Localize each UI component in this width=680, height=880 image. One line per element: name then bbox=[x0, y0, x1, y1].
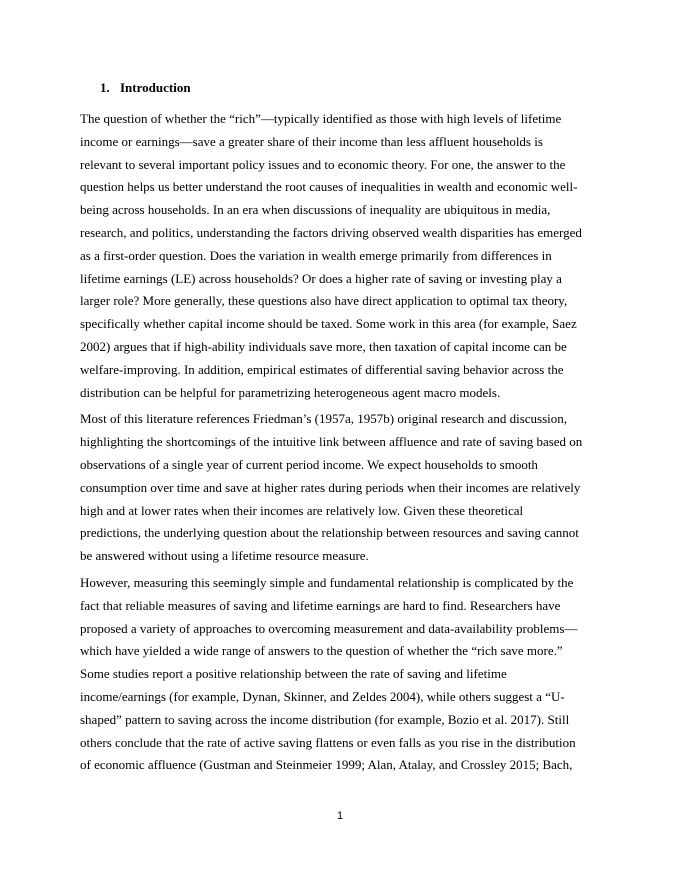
paragraph-1 bbox=[80, 108, 600, 404]
text-line: high and at lower rates when their incomes are relatively low. Given these theoretical bbox=[80, 502, 524, 518]
text-line: income or earnings—save a greater share of their income than less affluent households is bbox=[80, 133, 543, 149]
text-line: others conclude that the rate of active saving flattens or even falls as you rise in the distribution bbox=[80, 734, 576, 750]
text-line: question helps us better understand the root causes of inequalities in wealth and economic well- bbox=[80, 179, 578, 195]
page-number: 1 bbox=[336, 810, 344, 822]
text-line: distribution can be helpful for parametrizing heterogeneous agent macro models. bbox=[80, 384, 501, 400]
text-line: relevant to several important policy issues and to economic theory. For one, the answer to the bbox=[80, 156, 566, 172]
text-line: proposed a variety of approaches to overcoming measurement and data-availability problems— bbox=[80, 620, 578, 636]
text-line: be answered without using a lifetime resource measure. bbox=[80, 548, 369, 564]
text-line: research, and politics, understanding the factors driving observed wealth disparities has emerged bbox=[80, 224, 582, 240]
text-line: of economic affluence (Gustman and Steinmeier 1999; Alan, Atalay, and Crossley 2015; Bach, bbox=[80, 757, 573, 773]
text-line: Most of this literature references Friedman’s (1957a, 1957b) original research and discussion, bbox=[80, 411, 567, 427]
text-line: lifetime earnings (LE) across households? Or does a higher rate of saving or investing play a bbox=[80, 270, 562, 286]
text-line: as a first-order question. Does the variation in wealth emerge primarily from differences in bbox=[80, 247, 552, 263]
text-line: 2002) argues that if high-ability individuals save more, then taxation of capital income can be bbox=[80, 338, 567, 354]
section-heading bbox=[100, 79, 191, 97]
text-line: larger role? More generally, these questions also have direct application to optimal tax theory, bbox=[80, 293, 568, 309]
text-line: predictions, the underlying question about the relationship between resources and saving cannot bbox=[80, 525, 579, 541]
body-text bbox=[80, 108, 600, 781]
text-line: shaped” pattern to saving across the income distribution (for example, Bozio et al. 2017). Still bbox=[80, 711, 570, 727]
section-title: Introduction bbox=[120, 80, 191, 95]
text-line: consumption over time and save at higher rates during periods when their incomes are relatively bbox=[80, 479, 581, 495]
paragraph-2 bbox=[80, 408, 600, 568]
text-line: fact that reliable measures of saving and lifetime earnings are hard to find. Researchers have bbox=[80, 597, 561, 613]
text-line: The question of whether the “rich”—typically identified as those with high levels of lifetime bbox=[80, 111, 562, 126]
text-line: income/earnings (for example, Dynan, Skinner, and Zeldes 2004), while others suggest a “U- bbox=[80, 688, 565, 704]
section-number: 1. bbox=[100, 80, 110, 95]
paragraph-3 bbox=[80, 572, 600, 777]
text-line: being across households. In an era when discussions of inequality are ubiquitous in media, bbox=[80, 202, 551, 218]
text-line: highlighting the shortcomings of the intuitive link between affluence and rate of saving based on bbox=[80, 434, 583, 450]
text-line: observations of a single year of current period income. We expect households to smooth bbox=[80, 456, 538, 472]
text-line: Some studies report a positive relationship between the rate of saving and lifetime bbox=[80, 666, 507, 682]
text-line: specifically whether capital income should be taxed. Some work in this area (for example, Saez bbox=[80, 316, 577, 332]
text-line: which have yielded a wide range of answers to the question of whether the “rich save more.” bbox=[80, 643, 563, 659]
text-line: welfare-improving. In addition, empirical estimates of differential saving behavior across the bbox=[80, 361, 564, 377]
text-line: However, measuring this seemingly simple and fundamental relationship is complicated by the bbox=[80, 574, 574, 590]
